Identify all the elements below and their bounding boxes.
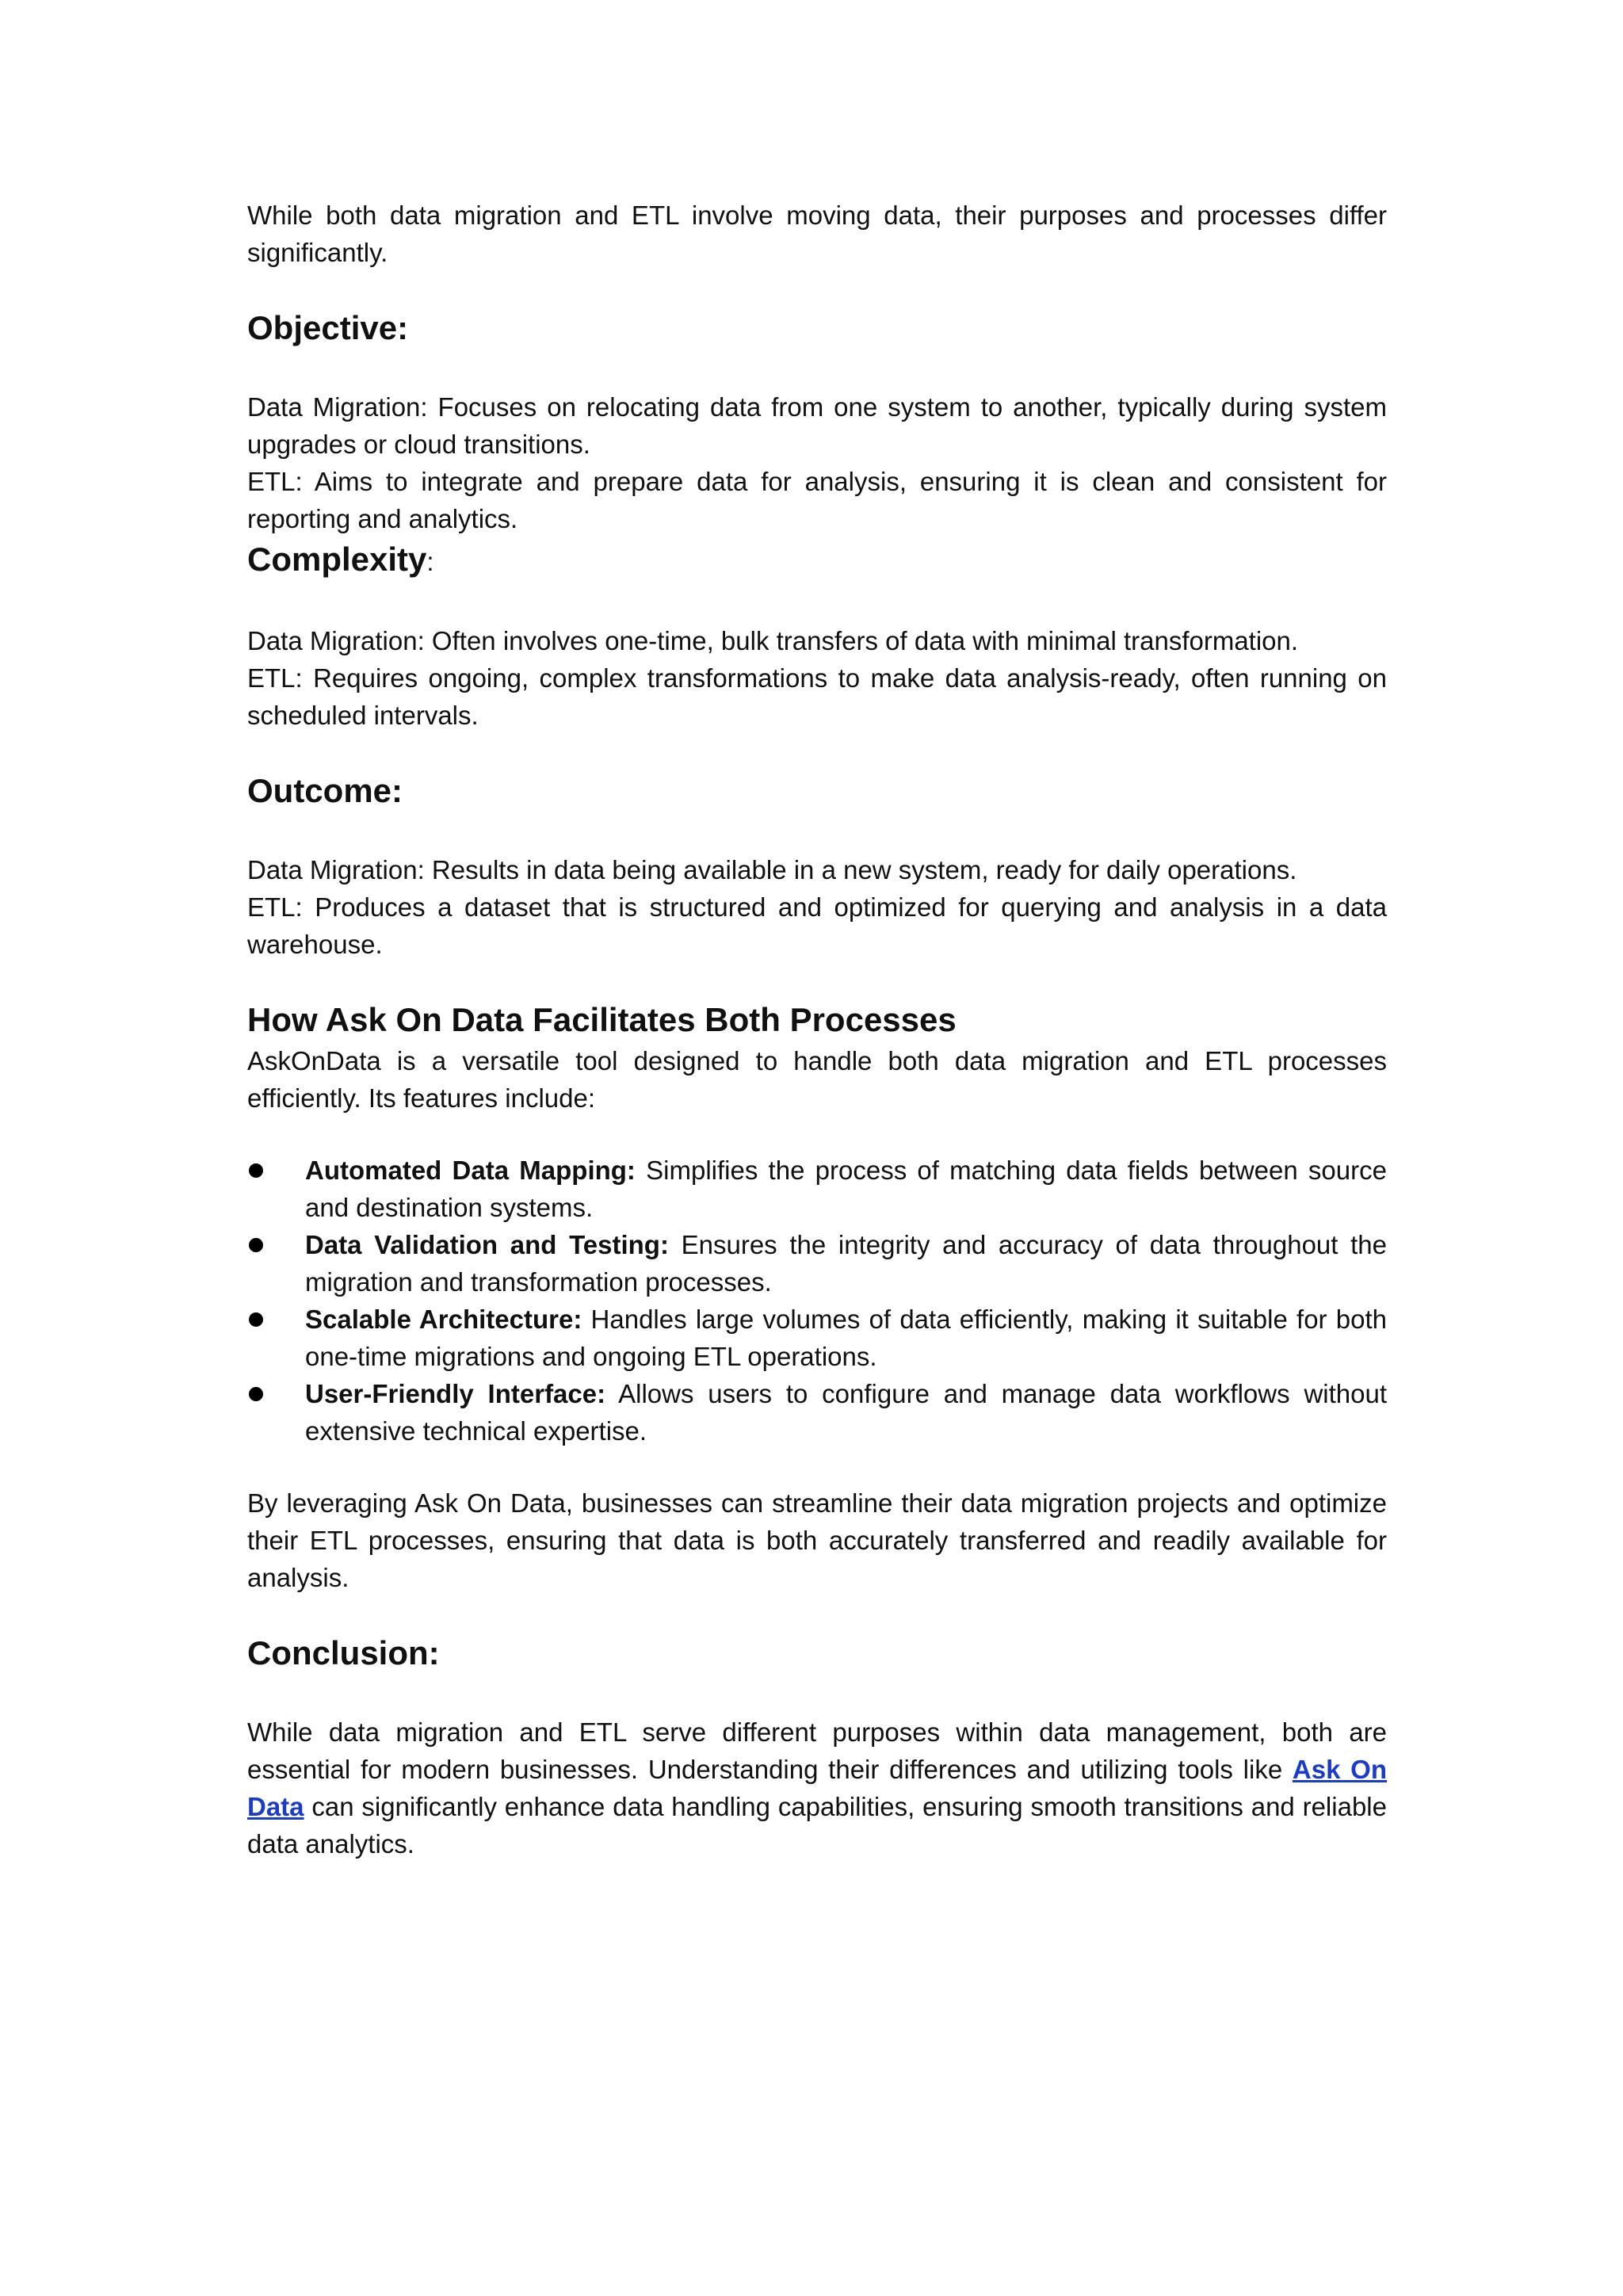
conclusion-text-after: can significantly enhance data handling capabilities, ensuring smooth transitions and reliable data analytics.	[247, 1792, 1387, 1859]
conclusion-paragraph	[247, 1713, 1387, 1862]
bullet-icon	[249, 1312, 263, 1327]
feature-text: Allows users to configure and manage data workflows without extensive technical expertise.	[305, 1379, 1387, 1446]
outcome-etl-text: ETL: Produces a dataset that is structured and optimized for querying and analysis in a data warehouse.	[247, 892, 1387, 959]
bullet-icon	[249, 1387, 263, 1401]
objective-heading: Objective:	[247, 309, 409, 346]
features-list	[247, 1152, 1387, 1450]
ask-on-data-link[interactable]: Ask On Data	[247, 1755, 1387, 1821]
feature-term: User-Friendly Interface:	[305, 1379, 606, 1408]
feature-text: Ensures the integrity and accuracy of data throughout the migration and transformation processes.	[305, 1230, 1387, 1297]
list-item	[247, 1226, 1387, 1301]
feature-text: Handles large volumes of data efficiently, making it suitable for both one-time migrations and ongoing ETL operations.	[305, 1305, 1387, 1371]
bullet-icon	[249, 1163, 263, 1178]
list-item	[247, 1301, 1387, 1375]
bullet-icon	[249, 1238, 263, 1252]
conclusion-heading: Conclusion:	[247, 1634, 440, 1671]
complexity-heading-text: Complexity	[247, 541, 427, 578]
feature-term: Data Validation and Testing:	[305, 1230, 669, 1259]
askondata-closing: By leveraging Ask On Data, businesses can streamline their data migration projects and optimize their ETL processes, ensuring that data is both accurately transferred and readily available for analysis.	[247, 1488, 1387, 1592]
objective-migration-text: Data Migration: Focuses on relocating data from one system to another, typically during system upgrades or cloud transitions.	[247, 392, 1387, 459]
complexity-migration-text: Data Migration: Often involves one-time, bulk transfers of data with minimal transformation.	[247, 626, 1299, 655]
askondata-intro: AskOnData is a versatile tool designed to handle both data migration and ETL processes efficiently. Its features include:	[247, 1046, 1387, 1113]
outcome-migration-text: Data Migration: Results in data being available in a new system, ready for daily operations.	[247, 855, 1297, 884]
conclusion-text-before: While data migration and ETL serve different purposes within data management, both are essential for modern businesses. Understanding their differences and utilizing tools like	[247, 1717, 1387, 1784]
document-body	[247, 197, 1387, 1862]
feature-term: Scalable Architecture:	[305, 1305, 582, 1334]
list-item	[247, 1375, 1387, 1450]
complexity-heading	[247, 537, 1387, 584]
askondata-heading: How Ask On Data Facilitates Both Processes	[247, 1001, 957, 1038]
complexity-etl-text: ETL: Requires ongoing, complex transformations to make data analysis-ready, often running on scheduled intervals.	[247, 663, 1387, 730]
intro-paragraph: While both data migration and ETL involve moving data, their purposes and processes differ significantly.	[247, 201, 1387, 267]
list-item	[247, 1152, 1387, 1226]
outcome-heading: Outcome:	[247, 772, 403, 809]
feature-term: Automated Data Mapping:	[305, 1156, 636, 1185]
complexity-heading-colon: :	[426, 547, 434, 576]
objective-etl-text: ETL: Aims to integrate and prepare data for analysis, ensuring it is clean and consistent for reporting and analytics.	[247, 467, 1387, 533]
feature-text: Simplifies the process of matching data fields between source and destination systems.	[305, 1156, 1387, 1222]
